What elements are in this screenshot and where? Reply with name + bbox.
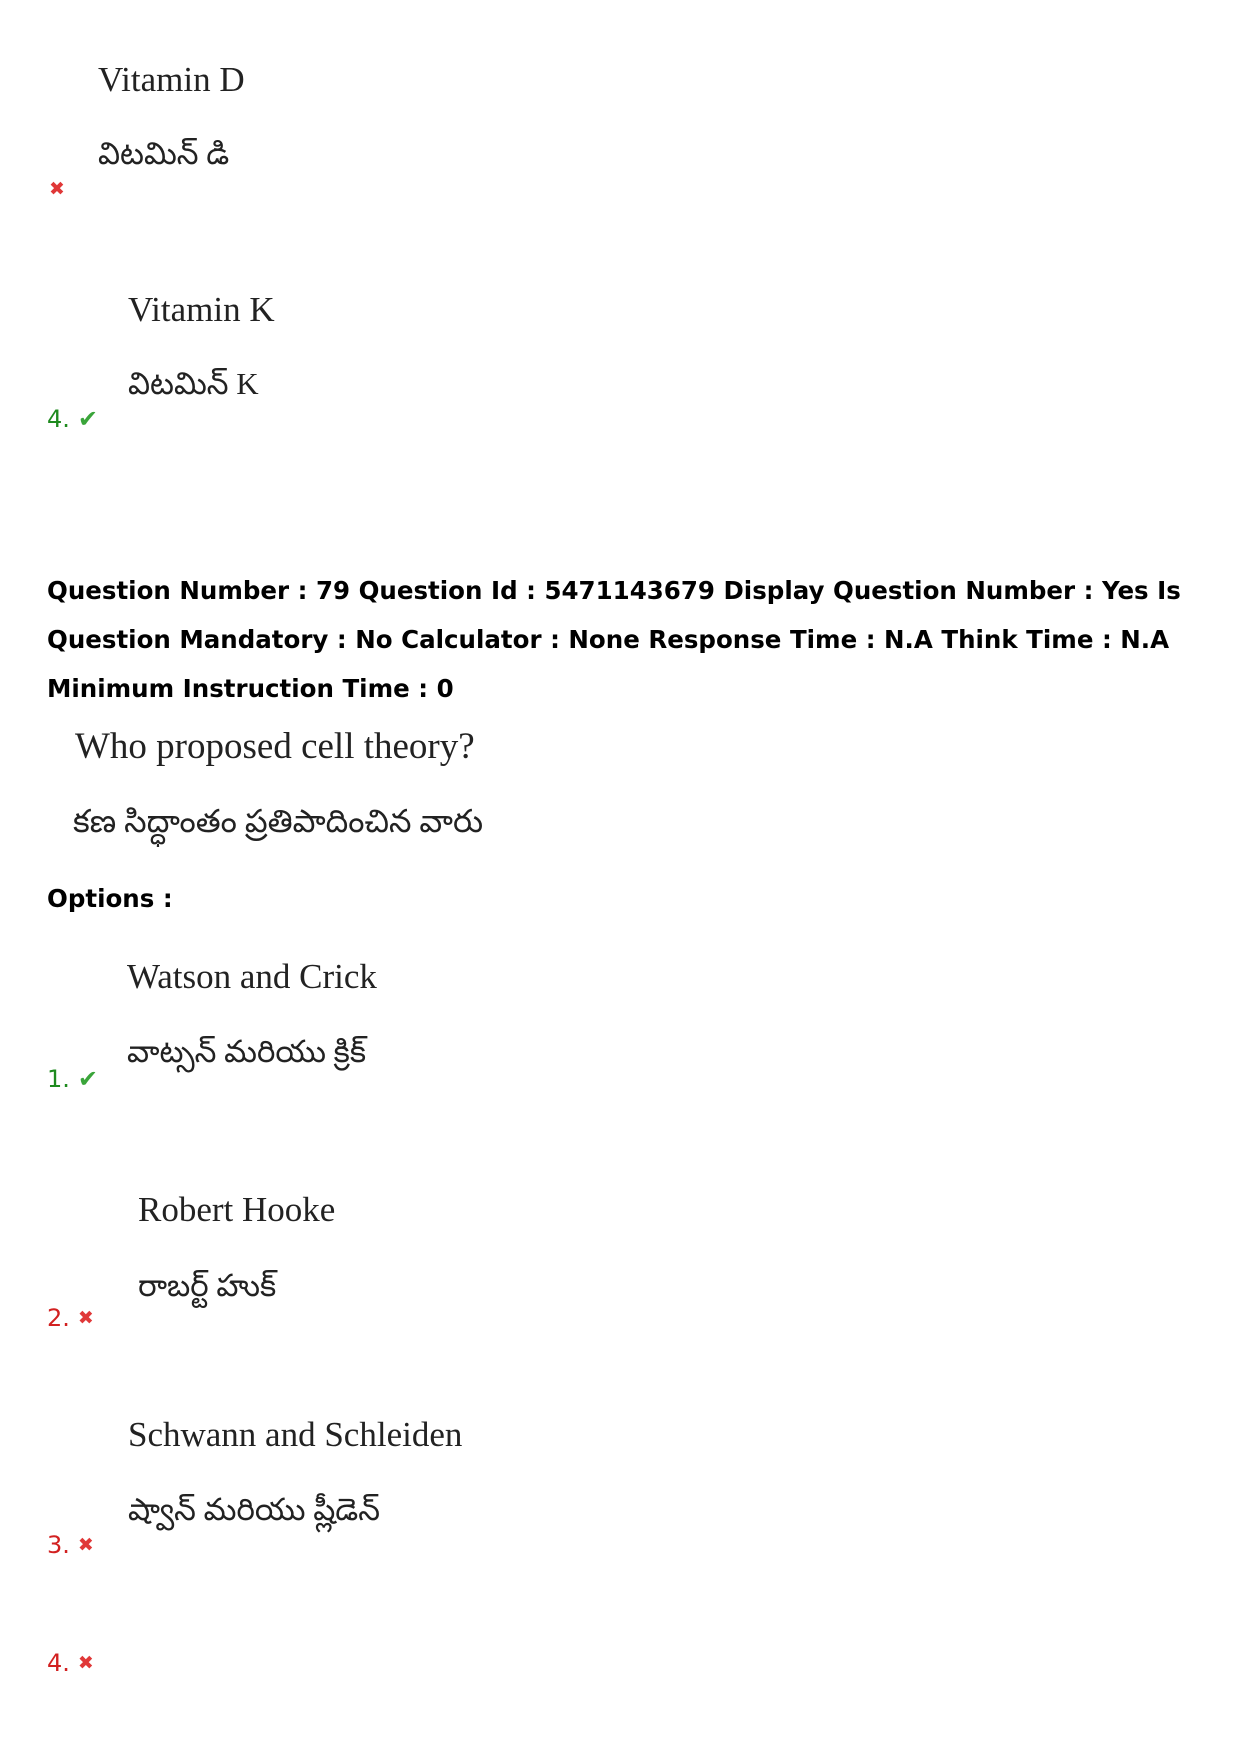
option-text-te: వాట్సన్ మరియు క్రిక్ [127,1034,367,1069]
option-marker [47,405,98,433]
option-text-en: Watson and Crick [127,957,377,996]
option-number: 3. [47,1531,70,1559]
option-text-en: Vitamin K [128,290,275,329]
question-text-te: కణ సిద్ధాంతం ప్రతిపాదించిన వారు [73,803,484,839]
cross-icon: ✖ [77,1534,94,1556]
question-metadata: Question Number : 79 Question Id : 5471143679 Display Question Number : Yes Is Question Mandatory : No Calculator : None Response Time : N.A Think Time : N.A Minimum Instruction Time : 0 [47,576,1181,703]
check-icon: ✔ [77,1065,99,1093]
option-text-te: విటమిన్ డి [98,136,230,171]
cross-icon: ✖ [77,1307,94,1329]
option-marker [47,1649,94,1677]
cross-icon: ✖ [49,178,65,200]
cross-icon: ✖ [77,1652,94,1674]
options-label: Options : [47,884,173,913]
option-number: 2. [47,1304,70,1332]
option-marker [49,178,65,200]
option-number: 4. [47,405,70,433]
option-text-te: ష్వాన్ మరియు ష్లీడెన్ [128,1492,380,1527]
option-text-en: Schwann and Schleiden [128,1415,463,1454]
option-marker [47,1531,94,1559]
option-number: 4. [47,1649,70,1677]
option-text-en: Robert Hooke [138,1190,336,1229]
check-icon: ✔ [77,405,99,433]
question-text-en: Who proposed cell theory? [75,726,475,767]
option-marker [47,1065,98,1093]
option-marker [47,1304,94,1332]
option-number: 1. [47,1065,70,1093]
option-text-en: Vitamin D [98,60,245,99]
option-text-te: రాబర్ట్ హుక్ [138,1268,277,1303]
option-text-te: విటమిన్ K [128,366,259,401]
